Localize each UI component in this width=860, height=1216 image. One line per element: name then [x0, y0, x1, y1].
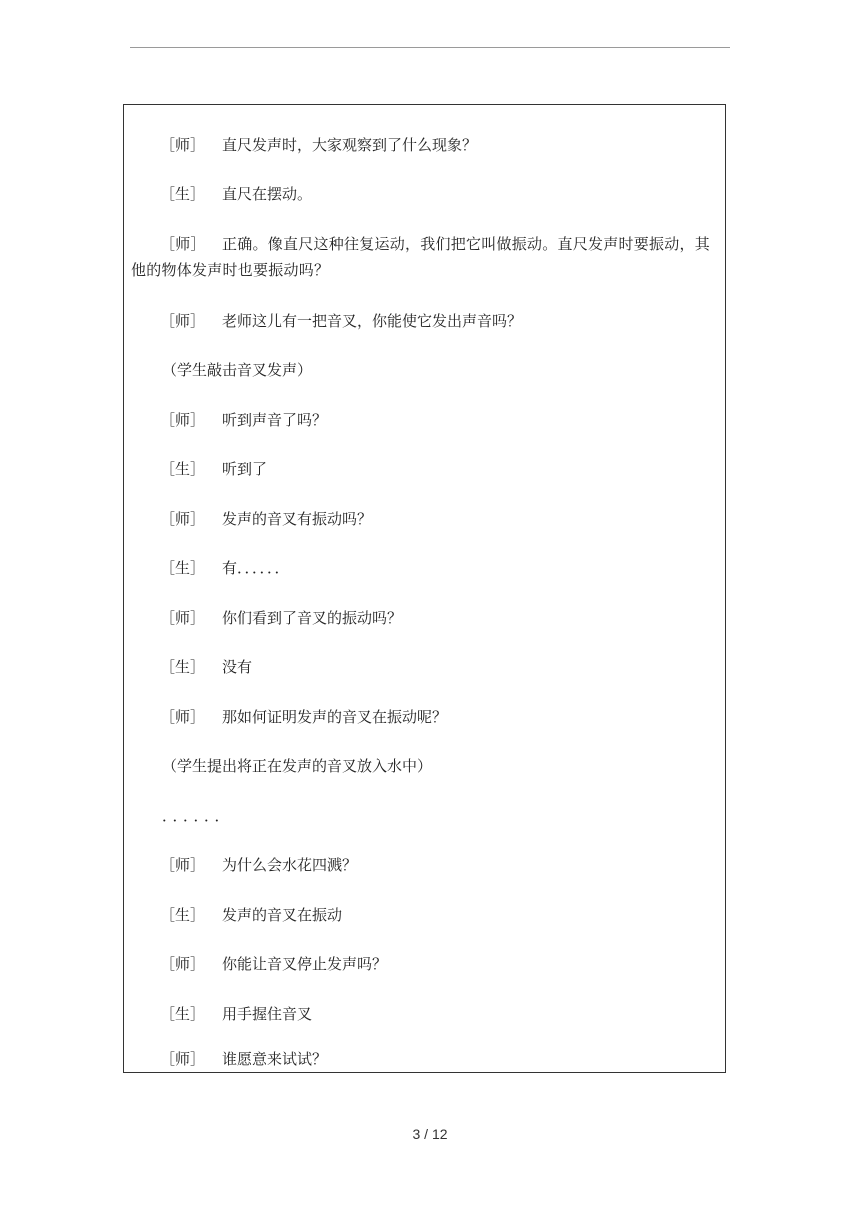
speaker-label: ［师］: [160, 510, 206, 528]
speech-text: 有．．．．．．: [222, 559, 290, 577]
stage-note: （学生敲击音叉发声）: [162, 361, 313, 379]
speech-text: 直尺发声时，大家观察到了什么现象？: [222, 136, 478, 154]
speaker-label: ［师］: [160, 312, 206, 330]
speech-text: 你能让音叉停止发声吗？: [222, 955, 388, 973]
content-frame: [123, 104, 726, 1073]
speech-text: 听到了: [222, 460, 268, 478]
speech-text: 直尺在摆动。: [222, 185, 313, 203]
page-number: 3 / 12: [412, 1126, 448, 1142]
speech-text: 那如何证明发声的音叉在振动呢？: [222, 708, 448, 726]
speech-text: 用手握住音叉: [222, 1005, 313, 1023]
stage-note: （学生提出将正在发声的音叉放入水中）: [162, 757, 433, 775]
header-rule: [130, 47, 730, 48]
speaker-label: ［师］: [160, 1050, 206, 1068]
speech-text: 老师这儿有一把音叉，你能使它发出声音吗？: [222, 312, 523, 330]
speaker-label: ［师］: [160, 411, 206, 429]
speaker-label: ［师］: [160, 856, 206, 874]
speaker-label: ［生］: [160, 460, 206, 478]
dialogue-paragraph: [131, 231, 719, 283]
speech-text: 没有: [222, 658, 253, 676]
ellipsis: ．．．．．．: [162, 807, 233, 825]
speech-text: 听到声音了吗？: [222, 411, 328, 429]
speaker-label: ［师］: [160, 609, 206, 627]
speaker-label: ［生］: [160, 1005, 206, 1023]
speaker-label: ［师］: [160, 235, 206, 253]
speech-text: 发声的音叉有振动吗？: [222, 510, 373, 528]
speaker-label: ［师］: [160, 136, 206, 154]
speaker-label: ［师］: [160, 708, 206, 726]
speaker-label: ［生］: [160, 658, 206, 676]
speech-text: 你们看到了音叉的振动吗？: [222, 609, 403, 627]
speaker-label: ［生］: [160, 559, 206, 577]
speech-text: 正确。像直尺这种往复运动，我们把它叫做振动。直尺发声时要振动，其他的物体发声时也要振动吗？: [131, 235, 711, 279]
speaker-label: ［生］: [160, 185, 206, 203]
speaker-label: ［师］: [160, 955, 206, 973]
speech-text: 发声的音叉在振动: [222, 906, 343, 924]
speaker-label: ［生］: [160, 906, 206, 924]
speech-text: 谁愿意来试试？: [222, 1050, 328, 1068]
speech-text: 为什么会水花四溅？: [222, 856, 358, 874]
